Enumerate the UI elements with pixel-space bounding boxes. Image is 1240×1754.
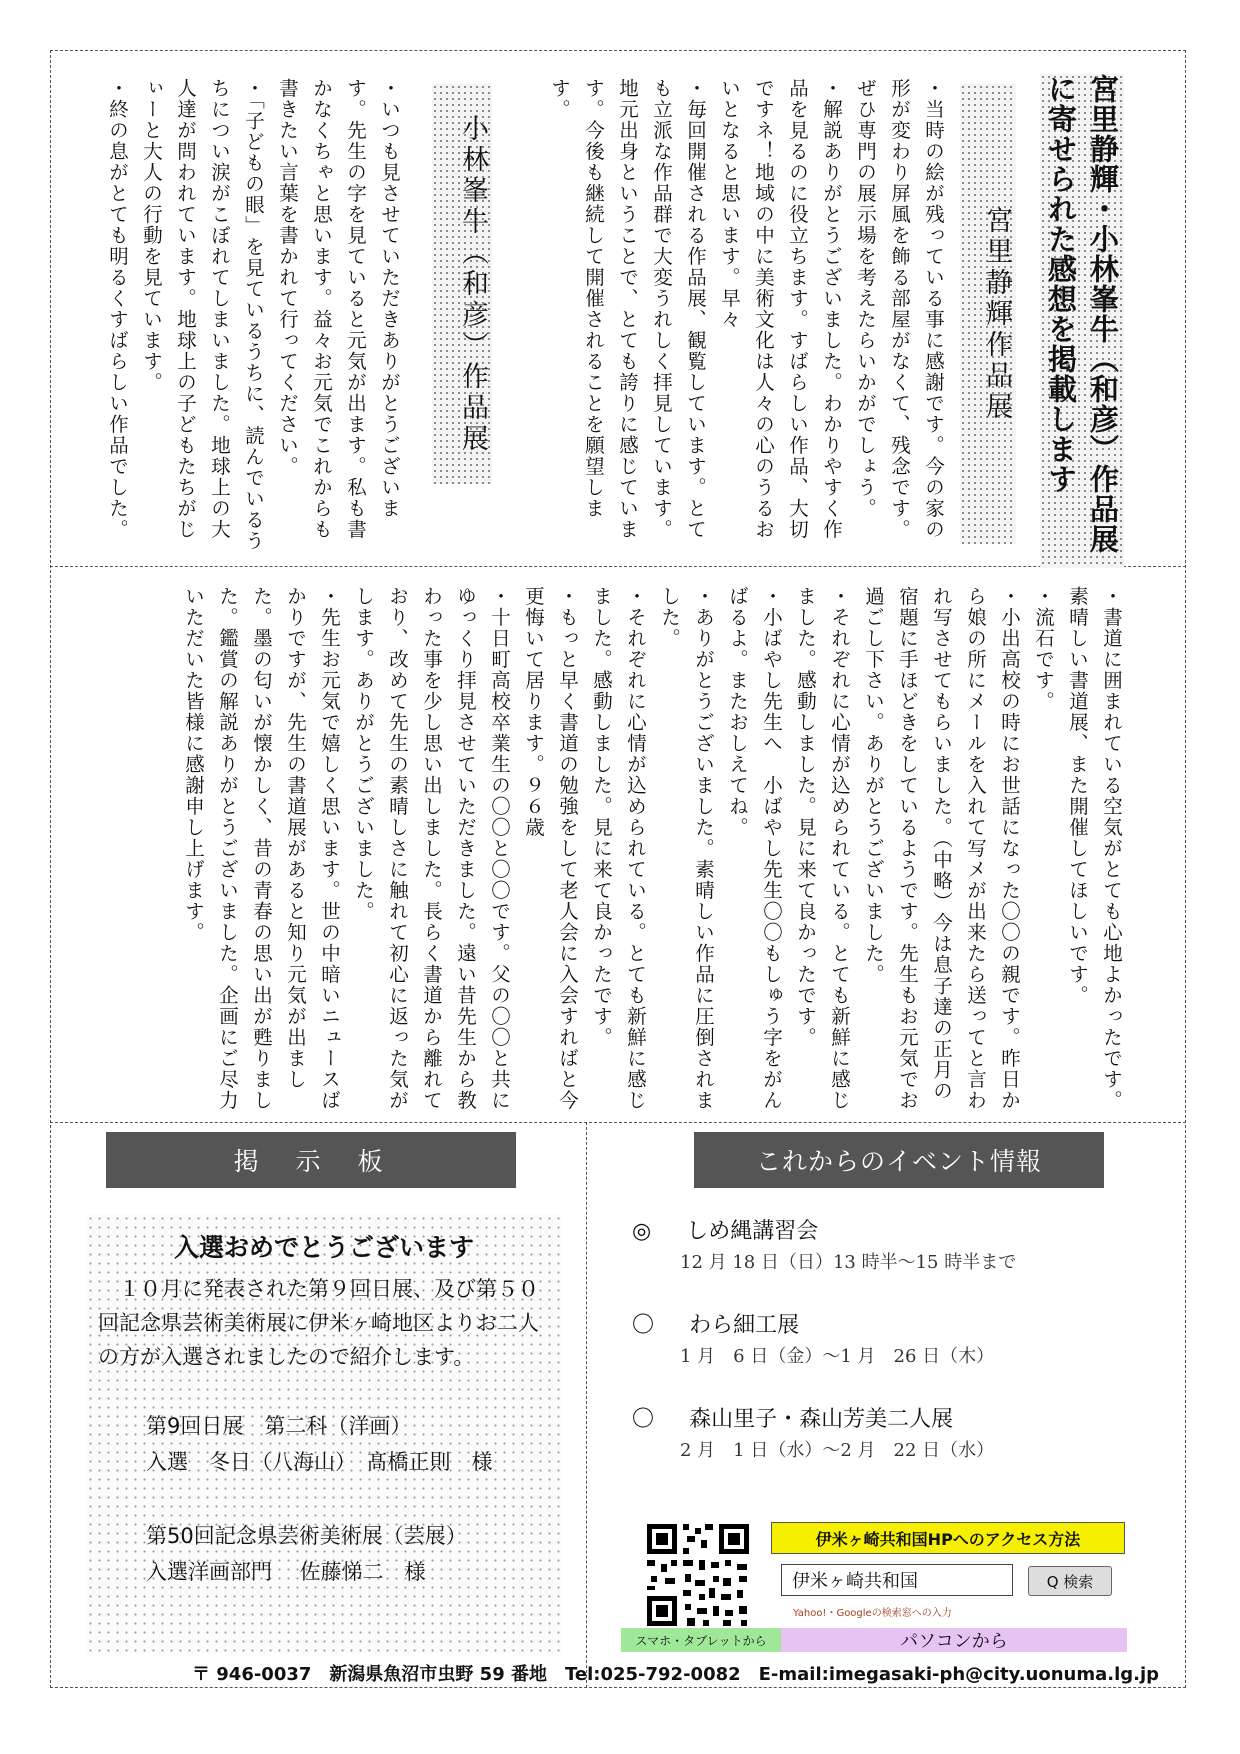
qr-code-icon[interactable] xyxy=(643,1520,753,1630)
board-body: １０月に発表された第９回日展、及び第５０回記念県芸術美術展に伊米ヶ崎地区よりお二人の方が入選されましたので紹介します。 xyxy=(98,1277,539,1369)
comment-item: ・流石です。 xyxy=(1032,586,1055,712)
comment-item: ・十日町高校卒業生の〇〇と〇〇です。父の〇〇と共にゆっくり拝見させていただきました。遠い昔先生から教わった事を少し思い出しました。長らく書道から離れており、改めて先生の素晴しさに触れて初心に返った気がします。ありがとうございました。 xyxy=(352,586,511,1111)
comment-item: ・終の息がとても明るくすばらしい作品でした。 xyxy=(106,78,129,540)
mobile-access-label: スマホ・タブレットから xyxy=(621,1628,781,1652)
comment-item: ・解説ありがとうございました。わかりやすく作品を見るのに役立ちます。すばらしい作品、大切ですネ！地域の中に美術文化は人々の心のうるおいとなると思います。早々 xyxy=(718,78,843,540)
event-item xyxy=(632,1402,995,1461)
shodo-comments xyxy=(118,586,1128,1116)
search-input[interactable]: 伊米ヶ崎共和国 xyxy=(781,1564,1013,1596)
comment-item: ・もっと早く書道の勉強をして老人会に入会すればと今更悔いて居ります。９６歳 xyxy=(522,586,579,1111)
search-hint: Yahoo!・Googleの検索窓への入力 xyxy=(793,1608,952,1619)
board-title: 入選おめでとうございます xyxy=(173,1233,474,1262)
event-name: 森山里子・森山芳美二人展 xyxy=(689,1407,954,1432)
award-2-line-1: 第50回記念県芸術美術展（芸展） xyxy=(146,1524,467,1548)
comment-item: ・小ばやし先生へ 小ばやし先生〇〇もしゅう字をがんばるよ。またおしえてね。 xyxy=(726,586,783,1111)
award-1-line-1: 第9回日展 第二科（洋画） xyxy=(146,1414,412,1438)
divider-bottom-vertical xyxy=(586,1122,587,1688)
event-date: 1 月 6 日（金）～1 月 26 日（木） xyxy=(680,1346,995,1367)
hp-access-box xyxy=(621,1512,1127,1652)
comment-item: ・いつも見させていただきありがとうございます。先生の字を見ていると元気が出ます。私も書かなくちゃと思います。益々お元気でこれからも書きたい言葉を書かれて行ってください。 xyxy=(276,78,401,540)
event-item xyxy=(632,1214,1017,1273)
comment-item: ・書道に囲まれている空気がとても心地よかったです。素晴しい書道展、また開催してほしいです。 xyxy=(1066,586,1123,1111)
events-heading: これからのイベント情報 xyxy=(694,1132,1104,1188)
event-mark: ◎ xyxy=(632,1219,652,1244)
pc-access-label: パソコンから xyxy=(781,1628,1127,1652)
event-name: わら細工展 xyxy=(689,1313,800,1338)
award-1-line-2: 入選 冬日（八海山） 髙橋正則 様 xyxy=(146,1450,493,1474)
divider-top xyxy=(50,566,1186,567)
section-title-kobayashi: 小林峯牛（和彦）作品展 xyxy=(432,84,492,484)
event-mark: 〇 xyxy=(632,1407,655,1432)
bulletin-board xyxy=(86,1214,562,1654)
miyazato-comments xyxy=(548,78,950,558)
access-method-title: 伊米ヶ崎共和国HPへのアクセス方法 xyxy=(771,1522,1125,1554)
event-date: 2 月 1 日（水）～2 月 22 日（水） xyxy=(680,1440,995,1461)
comment-item: ・それぞれに心情が込められている。とても新鮮に感じました。感動しました。見に来て良かったです。 xyxy=(794,586,851,1111)
comment-item: ・先生お元気で嬉しく思います。世の中暗いニュースばかりですが、先生の書道展があると知り元気が出ました。墨の匂いが懐かしく、昔の青春の思い出が甦りました。鑑賞の解説ありがとうございました。企画にご尽力いただいた皆様に感謝申し上げます。 xyxy=(182,586,341,1111)
event-name: しめ縄講習会 xyxy=(686,1219,819,1244)
comment-item: ・それぞれに心情が込められている。とても新鮮に感じました。感動しました。見に来て良かったです。 xyxy=(590,586,647,1111)
comment-item: ・ありがとうございました。素晴しい作品に圧倒されました。 xyxy=(658,586,715,1111)
comment-item: ・毎回開催される作品展、観覧しています。とても立派な作品群で大変うれしく拝見しています。地元出身ということで、とても誇りに感じています。今後も継続して開催されることを願望します。 xyxy=(548,78,707,540)
event-mark: 〇 xyxy=(632,1313,655,1338)
bulletin-board-heading: 掲 示 板 xyxy=(106,1132,516,1188)
event-item xyxy=(632,1308,995,1367)
kobayashi-comments xyxy=(86,78,406,558)
search-button[interactable]: Q 検索 xyxy=(1028,1566,1112,1596)
contact-footer: 〒 946-0037 新潟県魚沼市虫野 59 番地 Tel:025-792-0082 E-mail:imegasaki-ph@city.uonuma.lg.jp xyxy=(192,1664,1160,1685)
page-headline: 宮里静輝・小林峯牛（和彦）作品展に寄せられた感想を掲載します xyxy=(1040,74,1124,568)
award-2-line-2: 入選洋画部門 佐藤悌二 様 xyxy=(146,1560,426,1584)
comment-item: ・当時の絵が残っている事に感謝です。今の家の形が変わり屏風を飾る部屋がなくて、残念です。ぜひ専門の展示場を考えたらいかがでしょう。 xyxy=(854,78,945,540)
comment-item: ・「子どもの眼」を見ているうちに、読んでいるうちについ涙がこぼれてしまいました。地球上の大人達が問われています。地球上の子どもたちがじぃーと大人の行動を見ています。 xyxy=(140,78,265,552)
divider-middle xyxy=(50,1122,1186,1123)
comment-item: ・小出高校の時にお世話になった〇〇の親です。昨日から娘の所にメールを入れて写メが出来たら送ってと言われ写させてもらいました。（中略）今は息子達の正月の宿題に手ほどきをしているようです。先生もお元気でお過ごし下さい。ありがとうございました。 xyxy=(862,586,1021,1111)
section-title-miyazato: 宮里静輝作品展 xyxy=(960,84,1016,544)
event-date: 12 月 18 日（日）13 時半～15 時半まで xyxy=(680,1252,1017,1273)
